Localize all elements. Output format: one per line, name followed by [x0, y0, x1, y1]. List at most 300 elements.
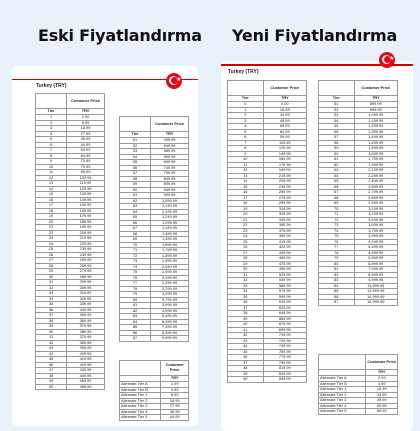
price-cell: 1,399.99	[354, 129, 397, 135]
price-cell: 129.99	[263, 146, 306, 152]
tier-cell: Alternate Tier 5	[120, 415, 161, 421]
tier-cell: 60	[120, 187, 151, 193]
price-cell: 3,999.99	[151, 303, 189, 309]
price-cell: 669.99	[263, 316, 306, 322]
price-cell: 649.99	[263, 311, 306, 317]
tier-cell: 27	[36, 258, 67, 264]
price-cell: 719.99	[263, 333, 306, 339]
tier-cell: 6	[228, 135, 264, 141]
new-price-sheet	[221, 55, 413, 431]
tier-cell: 64	[319, 173, 355, 179]
price-cell: 2,999.99	[354, 201, 397, 207]
table-row	[319, 300, 398, 306]
tier-cell: Alternate Tier A	[319, 376, 366, 382]
tier-cell: 53	[319, 113, 355, 119]
price-cell: 1,699.99	[354, 151, 397, 157]
price-cell: 2,699.99	[354, 184, 397, 190]
price-cell: 18.99	[161, 398, 189, 404]
tier-cell: 45	[36, 357, 67, 363]
price-cell: 699.99	[151, 160, 189, 166]
tier-cell: 45	[228, 349, 264, 355]
currency-column-header: TRY	[67, 109, 105, 115]
price-cell: 44.99	[67, 142, 105, 148]
price-cell: 16.99	[263, 107, 306, 113]
price-cell: 99.99	[263, 135, 306, 141]
tier-cell: 66	[319, 184, 355, 190]
currency-column-header: TRY	[354, 96, 397, 102]
tier-cell: 61	[319, 157, 355, 163]
price-cell: 799.99	[151, 171, 189, 177]
tier-cell: 84	[319, 283, 355, 289]
tier-cell: 13	[36, 181, 67, 187]
tier-cell: 23	[36, 236, 67, 242]
price-cell: 499.99	[151, 138, 189, 144]
price-cell: 729.99	[263, 338, 306, 344]
price-cell: 3,799.99	[151, 297, 189, 303]
tier-cell: 71	[120, 248, 151, 254]
tier-cell: 51	[120, 138, 151, 144]
tier-cell: 50	[36, 384, 67, 390]
table-row	[120, 415, 189, 421]
turkey-flag-icon: ★	[379, 52, 395, 68]
price-cell: 1,499.99	[151, 237, 189, 243]
tier-cell: 77	[120, 281, 151, 287]
tier-cell: 64	[120, 209, 151, 215]
tier-cell: 5	[36, 137, 67, 143]
price-cell: 369.99	[263, 223, 306, 229]
tier-cell: 85	[120, 325, 151, 331]
tier-cell: 62	[319, 162, 355, 168]
price-cell: 359.99	[67, 313, 105, 319]
price-cell: 1,999.99	[354, 162, 397, 168]
price-cell: 239.99	[67, 247, 105, 253]
tier-cell: 6	[36, 142, 67, 148]
price-cell: 34.99	[366, 392, 398, 398]
price-cell: 1,249.99	[151, 215, 189, 221]
tier-cell: 40	[36, 329, 67, 335]
tier-cell: 2	[36, 120, 67, 126]
price-cell: 1,799.99	[354, 157, 397, 163]
price-cell: 399.99	[263, 234, 306, 240]
tier-cell: 76	[319, 239, 355, 245]
price-cell: 149.99	[263, 151, 306, 157]
price-cell: 309.99	[67, 285, 105, 291]
tier-cell: 70	[319, 206, 355, 212]
price-cell: 479.99	[263, 261, 306, 267]
price-cell: 27.99	[67, 131, 105, 137]
new-tier-table-2	[318, 80, 398, 306]
price-column-header: Customer Price	[151, 117, 189, 132]
price-cell: 299.99	[263, 201, 306, 207]
tier-cell: 11	[36, 170, 67, 176]
price-cell: 119.99	[263, 140, 306, 146]
old-price-sheet	[12, 66, 198, 426]
header-cell	[36, 94, 67, 109]
table-row	[228, 377, 307, 383]
tier-cell: 83	[120, 314, 151, 320]
price-cell: 3,799.99	[354, 228, 397, 234]
tier-cell: 85	[319, 289, 355, 295]
tier-cell: 73	[319, 223, 355, 229]
tier-cell: Alternate Tier 4	[319, 403, 366, 409]
header-cell	[319, 81, 355, 96]
tier-cell: 82	[120, 308, 151, 314]
price-cell: 269.99	[67, 263, 105, 269]
tier-cell: 49	[228, 371, 264, 377]
tier-cell: 41	[228, 327, 264, 333]
tier-cell: 81	[319, 267, 355, 273]
price-column-header: Customer Price	[263, 81, 306, 96]
tier-cell: 47	[36, 368, 67, 374]
price-cell: 3,999.99	[354, 234, 397, 240]
tier-cell: 44	[36, 351, 67, 357]
price-cell: 6,999.99	[354, 261, 397, 267]
price-cell: 229.99	[263, 179, 306, 185]
tier-cell: 80	[120, 297, 151, 303]
price-cell: 4,499.99	[354, 245, 397, 251]
currency-column-header: TRY	[366, 370, 398, 376]
price-cell: 1,149.99	[151, 204, 189, 210]
price-cell: 379.99	[67, 324, 105, 330]
tier-cell: 79	[319, 256, 355, 262]
table-row	[120, 336, 189, 342]
price-cell: 779.99	[263, 355, 306, 361]
tier-cell: 11	[228, 162, 264, 168]
tier-cell: 31	[36, 280, 67, 286]
price-column-header: Customer Price	[354, 81, 397, 96]
price-cell: 3,699.99	[354, 223, 397, 229]
tier-cell: 57	[120, 171, 151, 177]
price-cell: 1,599.99	[151, 242, 189, 248]
tier-cell: 3	[228, 118, 264, 124]
tier-cell: 60	[319, 151, 355, 157]
tier-cell: 51	[319, 102, 355, 108]
price-cell: 1,299.99	[151, 220, 189, 226]
tier-cell: 35	[36, 302, 67, 308]
header-cell	[120, 117, 151, 132]
tier-cell: 68	[120, 231, 151, 237]
price-cell: 349.99	[67, 307, 105, 313]
header-cell	[228, 81, 264, 96]
tier-cell: 50	[228, 377, 264, 383]
tier-cell: 16	[228, 190, 264, 196]
price-cell: 849.99	[263, 377, 306, 383]
price-cell: 379.99	[67, 335, 105, 341]
tier-cell: 15	[228, 184, 264, 190]
tier-cell: 84	[120, 319, 151, 325]
price-cell: 2,299.99	[354, 173, 397, 179]
heading-old-pricing: Eski Fiyatlandırma	[38, 26, 202, 45]
price-cell: 16,999.99	[354, 300, 397, 306]
tier-cell: Alternate Tier 1	[319, 387, 366, 393]
price-cell: 1,999.99	[151, 259, 189, 265]
price-cell: 329.99	[263, 212, 306, 218]
price-cell: 579.99	[263, 289, 306, 295]
price-cell: 0.00	[263, 102, 306, 108]
price-cell: 14,999.99	[354, 294, 397, 300]
price-cell: 84.99	[263, 129, 306, 135]
tier-cell: 4	[228, 124, 264, 130]
tier-cell: 15	[36, 192, 67, 198]
price-cell: 549.99	[151, 143, 189, 149]
tier-cell: 1	[228, 107, 264, 113]
price-cell: 299.99	[67, 280, 105, 286]
table-row	[36, 384, 105, 390]
tier-cell: 61	[120, 193, 151, 199]
tier-cell: 48	[36, 373, 67, 379]
tier-cell: 27	[228, 250, 264, 256]
price-cell: 999.99	[151, 193, 189, 199]
tier-cell: 67	[120, 226, 151, 232]
country-label: Turkey (TRY)	[36, 83, 67, 89]
tier-cell: 72	[120, 253, 151, 259]
tier-cell: 20	[228, 212, 264, 218]
tier-cell: 5	[228, 129, 264, 135]
price-cell: 8,999.99	[354, 272, 397, 278]
price-cell: 569.99	[263, 283, 306, 289]
price-cell: 69.99	[263, 124, 306, 130]
tier-cell: 48	[228, 366, 264, 372]
tier-cell: 12	[228, 168, 264, 174]
price-cell: 3,299.99	[354, 212, 397, 218]
price-cell: 499.99	[263, 267, 306, 273]
price-cell: 899.99	[151, 182, 189, 188]
tier-cell: 86	[319, 294, 355, 300]
price-cell: 449.99	[263, 250, 306, 256]
tier-cell: 67	[319, 190, 355, 196]
price-cell: 699.99	[263, 327, 306, 333]
old-tier-table-1	[35, 93, 105, 390]
tier-cell: 26	[228, 245, 264, 251]
tier-cell: 21	[228, 217, 264, 223]
tier-column-header: Tier	[319, 96, 355, 102]
heading-new-pricing: Yeni Fiyatlandırma	[232, 26, 398, 45]
price-cell: 319.99	[263, 206, 306, 212]
tier-cell: 36	[228, 300, 264, 306]
price-cell: 259.99	[67, 258, 105, 264]
tier-cell: 78	[319, 250, 355, 256]
tier-cell: Alternate Tier 2	[120, 398, 161, 404]
tier-cell: 34	[36, 296, 67, 302]
price-cell: 4,999.99	[151, 308, 189, 314]
price-cell: 8,499.99	[151, 330, 189, 336]
price-cell: 2,499.99	[354, 179, 397, 185]
tier-cell: Alternate Tier A	[120, 382, 161, 388]
tier-cell: 25	[228, 239, 264, 245]
new-tier-table-1	[227, 80, 307, 383]
price-cell: 2,099.99	[151, 270, 189, 276]
price-cell: 469.99	[67, 384, 105, 390]
price-cell: 599.99	[151, 154, 189, 160]
tier-cell: 13	[228, 173, 264, 179]
tier-cell: 46	[228, 355, 264, 361]
price-cell: 339.99	[67, 302, 105, 308]
tier-cell: 62	[120, 198, 151, 204]
tier-cell: 9	[36, 159, 67, 165]
price-cell: 439.99	[67, 368, 105, 374]
tier-cell: 31	[228, 272, 264, 278]
price-cell: 329.99	[67, 296, 105, 302]
price-cell: 18.99	[67, 126, 105, 132]
price-cell: 829.99	[263, 371, 306, 377]
price-cell: 11,999.99	[354, 283, 397, 289]
tier-cell: 52	[319, 107, 355, 113]
price-cell: 2.00	[67, 115, 105, 121]
price-cell: 5,499.99	[151, 314, 189, 320]
turkey-flag-icon: ★	[166, 73, 182, 89]
price-cell: 459.99	[67, 379, 105, 385]
price-cell: 1.99	[161, 382, 189, 388]
price-cell: 1,099.99	[151, 198, 189, 204]
price-cell: 409.99	[67, 351, 105, 357]
tier-cell: 8	[228, 146, 264, 152]
tier-cell: 7	[228, 140, 264, 146]
tier-cell: 14	[228, 179, 264, 185]
tier-cell: Alternate Tier 3	[319, 398, 366, 404]
price-cell: 899.99	[354, 102, 397, 108]
tier-cell: 10	[36, 164, 67, 170]
tier-cell: 78	[120, 286, 151, 292]
price-cell: 219.99	[67, 236, 105, 242]
price-cell: 2,799.99	[354, 190, 397, 196]
tier-cell: 42	[36, 340, 67, 346]
price-cell: 209.99	[67, 230, 105, 236]
tier-cell: 87	[120, 336, 151, 342]
tier-cell: 2	[228, 113, 264, 119]
price-cell: 3,299.99	[151, 292, 189, 298]
price-cell: 3,199.99	[354, 206, 397, 212]
price-cell: 389.99	[67, 340, 105, 346]
country-label: Turkey (TRY)	[228, 69, 259, 75]
tier-cell: 43	[36, 346, 67, 352]
price-cell: 249.99	[67, 252, 105, 258]
price-cell: 369.99	[67, 318, 105, 324]
price-cell: 179.99	[263, 162, 306, 168]
price-cell: 419.99	[263, 239, 306, 245]
tier-cell: 56	[319, 129, 355, 135]
tier-cell: 77	[319, 245, 355, 251]
price-cell: 64.99	[67, 153, 105, 159]
tier-cell: 20	[36, 219, 67, 225]
price-cell: 599.99	[263, 294, 306, 300]
tier-cell: 66	[120, 220, 151, 226]
tier-cell: 81	[120, 303, 151, 309]
tier-cell: 0	[228, 102, 264, 108]
price-cell: 34.99	[263, 113, 306, 119]
currency-column-header: TRY	[161, 376, 189, 382]
price-cell: 54.99	[67, 148, 105, 154]
tier-cell: Alternate Tier 4	[120, 409, 161, 415]
price-cell: 73.99	[67, 159, 105, 165]
price-cell: 3,499.99	[354, 217, 397, 223]
price-cell: 119.99	[67, 181, 105, 187]
price-cell: 1,099.99	[354, 113, 397, 119]
header-cell	[319, 355, 366, 370]
price-cell: 129.99	[67, 186, 105, 192]
tier-cell: 75	[319, 234, 355, 240]
tier-cell: 76	[120, 275, 151, 281]
tier-cell: 72	[319, 217, 355, 223]
price-column-header: Customer Price	[366, 355, 398, 370]
tier-cell: Alternate Tier 5	[319, 409, 366, 415]
tier-cell: 54	[319, 118, 355, 124]
tier-cell: 73	[120, 259, 151, 265]
price-cell: 2,299.99	[151, 281, 189, 287]
price-cell: 279.99	[263, 195, 306, 201]
price-cell: 289.99	[67, 274, 105, 280]
tier-cell: 69	[120, 237, 151, 243]
tier-cell: 71	[319, 212, 355, 218]
tier-cell: 22	[228, 223, 264, 229]
price-cell: 429.99	[67, 362, 105, 368]
price-cell: 1,449.99	[354, 135, 397, 141]
price-cell: 589.99	[151, 149, 189, 155]
price-cell: 419.99	[67, 357, 105, 363]
tier-cell: 4	[36, 131, 67, 137]
tier-cell: 30	[36, 274, 67, 280]
tier-cell: 56	[120, 165, 151, 171]
price-cell: 36.99	[161, 409, 189, 415]
tier-cell: 30	[228, 267, 264, 273]
price-cell: 49.99	[263, 118, 306, 124]
tier-cell: 7	[36, 148, 67, 154]
price-column-header: Customer Price	[67, 94, 105, 109]
price-cell: 36.99	[67, 137, 105, 143]
tier-cell: 74	[319, 228, 355, 234]
price-cell: 1,199.99	[354, 118, 397, 124]
tier-cell: 14	[36, 186, 67, 192]
tier-cell: 41	[36, 335, 67, 341]
tier-cell: 17	[36, 203, 67, 209]
price-cell: 349.99	[263, 217, 306, 223]
price-cell: 449.99	[67, 373, 105, 379]
tier-cell: 21	[36, 225, 67, 231]
tier-cell: 28	[228, 256, 264, 262]
price-cell: 79.99	[67, 164, 105, 170]
price-cell: 469.99	[263, 256, 306, 262]
tier-cell: 19	[36, 214, 67, 220]
price-cell: 169.99	[67, 208, 105, 214]
tier-cell: 63	[319, 168, 355, 174]
price-cell: 49.99	[366, 398, 398, 404]
price-cell: 4,999.99	[354, 250, 397, 256]
tier-cell: 17	[228, 195, 264, 201]
tier-cell: 82	[319, 272, 355, 278]
price-cell: 89.99	[67, 170, 105, 176]
tier-cell: 24	[228, 234, 264, 240]
price-cell: 199.99	[263, 168, 306, 174]
tier-column-header: Tier	[228, 96, 264, 102]
tier-cell: 38	[228, 311, 264, 317]
tier-column-header: Tier	[36, 109, 67, 115]
tier-cell: 63	[120, 204, 151, 210]
tier-cell: 47	[228, 360, 264, 366]
tier-cell: 79	[120, 292, 151, 298]
tier-cell: 70	[120, 242, 151, 248]
price-cell: 389.99	[67, 329, 105, 335]
tier-cell: 36	[36, 307, 67, 313]
tier-cell: 55	[319, 124, 355, 130]
tier-cell: 28	[36, 263, 67, 269]
price-cell: 799.99	[263, 360, 306, 366]
old-alternate-tier-table	[119, 360, 189, 421]
tier-cell: 86	[120, 330, 151, 336]
price-column-header: Customer Price	[161, 361, 189, 376]
tier-column-header: Tier	[120, 132, 151, 138]
currency-column-header: TRY	[151, 132, 189, 138]
price-cell: 179.99	[67, 214, 105, 220]
price-cell: 189.99	[67, 219, 105, 225]
